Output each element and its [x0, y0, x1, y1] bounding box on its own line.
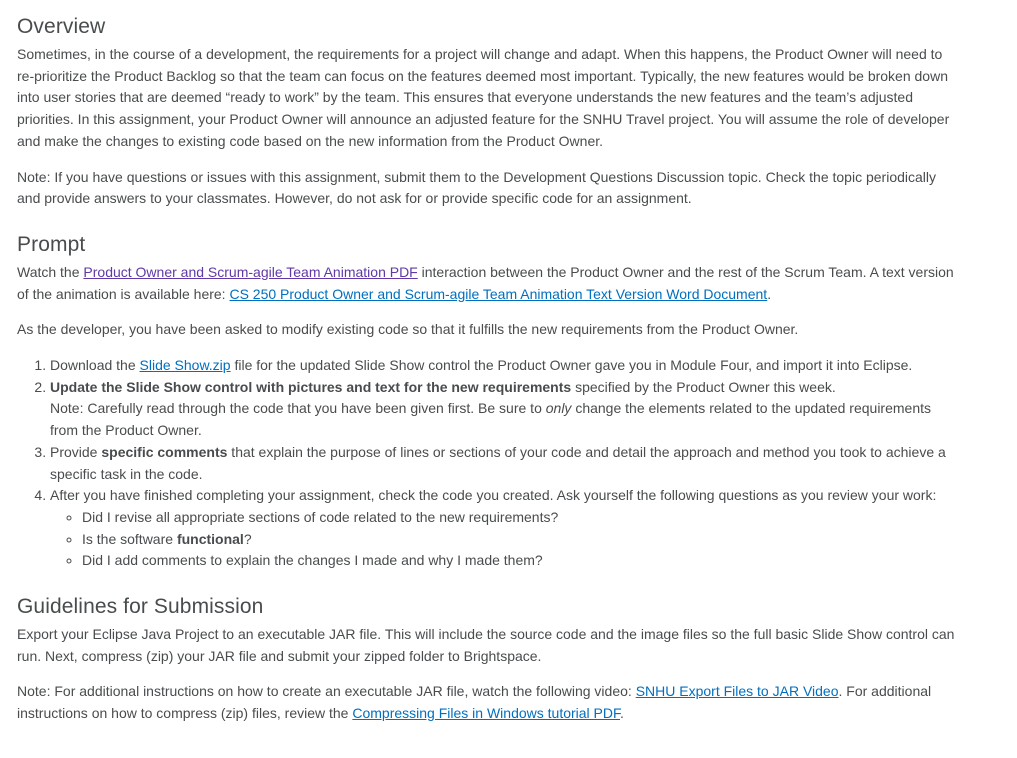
prompt-heading: Prompt — [17, 232, 86, 256]
step-1-text-post: file for the updated Slide Show control the Product Owner gave you in Module Four, and import it into Eclipse. — [230, 357, 913, 374]
watch-text-mid: interaction between the Product Owner and the rest of the Scrum Team. A text version of the animation is available here: — [17, 263, 954, 302]
q2-pre: Is the software — [82, 530, 177, 547]
step-1-text-pre: Download the — [50, 357, 140, 374]
step-3-post: that explain the purpose of lines or sections of your code and detail the approach and method you took to achieve a specific task in the code. — [50, 443, 946, 482]
step-1 — [50, 355, 957, 377]
step-2-note-post: change the elements related to the updated requirements from the Product Owner. — [50, 400, 932, 439]
q2-post: ? — [243, 530, 252, 547]
guidelines-note — [17, 681, 957, 724]
step-2-text: specified by the Product Owner this week. — [571, 378, 836, 395]
jar-video-link[interactable]: SNHU Export Files to JAR Video — [635, 683, 839, 700]
watch-text-post: . — [767, 285, 772, 302]
overview-note: Note: If you have questions or issues with this assignment, submit them to the Development Questions Discussion topic. Check the topic periodically and provide answers to your classmates. However, do not ask for or provide specific code for an assignment. — [17, 168, 937, 207]
overview-paragraph: Sometimes, in the course of a development, the requirements for a project will change and adapt. When this happens, the Product Owner will need to re-prioritize the Product Backlog so that the team can focus on the features deemed most important. Typically, the new features would be broken down into user stories that are deemed “ready to work” by the team. This ensures that everyone understands the new features and the team’s adjusted priorities. In this assignment, your Product Owner will announce an adjusted feature for the SNHU Travel project. You will assume the role of developer and make the changes to existing code based on the new information from the Product Owner. — [17, 46, 950, 149]
review-questions-list — [50, 507, 957, 572]
step-3 — [50, 442, 957, 485]
review-question-3: ◦ Did I add comments to explain the changes I made and why I made them? — [82, 550, 957, 572]
note-pre: Note: For additional instructions on how to create an executable JAR file, watch the following video: — [17, 683, 636, 700]
guidelines-heading: Guidelines for Submission — [17, 595, 264, 619]
review-question-1: ◦ Did I revise all appropriate sections of code related to the new requirements? — [82, 507, 957, 529]
step-4 — [50, 485, 957, 572]
compressing-files-link[interactable]: Compressing Files in Windows tutorial PDF — [352, 705, 620, 722]
review-question-2 — [82, 529, 957, 551]
watch-text-pre: Watch the — [17, 263, 84, 280]
step-2 — [50, 377, 957, 442]
step-3-pre: Provide — [50, 443, 102, 460]
guidelines-section — [17, 592, 957, 725]
animation-pdf-link[interactable]: Product Owner and Scrum-agile Team Animation PDF — [83, 263, 418, 280]
step-2-note-pre: Note: Carefully read through the code that you have been given first. Be sure to — [50, 400, 546, 417]
guidelines-paragraph: Export your Eclipse Java Project to an executable JAR file. This will include the source code and the image files so the full basic Slide Show control can run. Next, compress (zip) your JAR file and submit your zipped folder to Brightspace. — [17, 626, 955, 664]
developer-paragraph: As the developer, you have been asked to modify existing code so that it fulfills the new requirements from the Product Owner. — [17, 321, 799, 338]
prompt-watch-paragraph — [17, 262, 957, 305]
step-2-bold: Update the Slide Show control with pictures and text for the new requirements — [50, 378, 572, 395]
overview-section — [17, 12, 957, 210]
overview-heading: Overview — [17, 15, 106, 38]
prompt-section — [17, 230, 957, 572]
step-4-text: After you have finished completing your assignment, check the code you created. Ask yourself the following questions as you review your work: — [50, 487, 937, 504]
steps-list — [17, 355, 957, 572]
slide-show-zip-link[interactable]: Slide Show.zip — [139, 357, 231, 374]
step-2-note-em: only — [545, 400, 572, 417]
q2-bold: functional — [176, 530, 244, 547]
text-version-link[interactable]: CS 250 Product Owner and Scrum-agile Team Animation Text Version Word Document — [229, 285, 768, 302]
note-post: . — [620, 705, 624, 722]
step-3-bold: specific comments — [101, 443, 228, 460]
note-mid: . For additional instructions on how to compress (zip) files, review the — [17, 683, 932, 722]
